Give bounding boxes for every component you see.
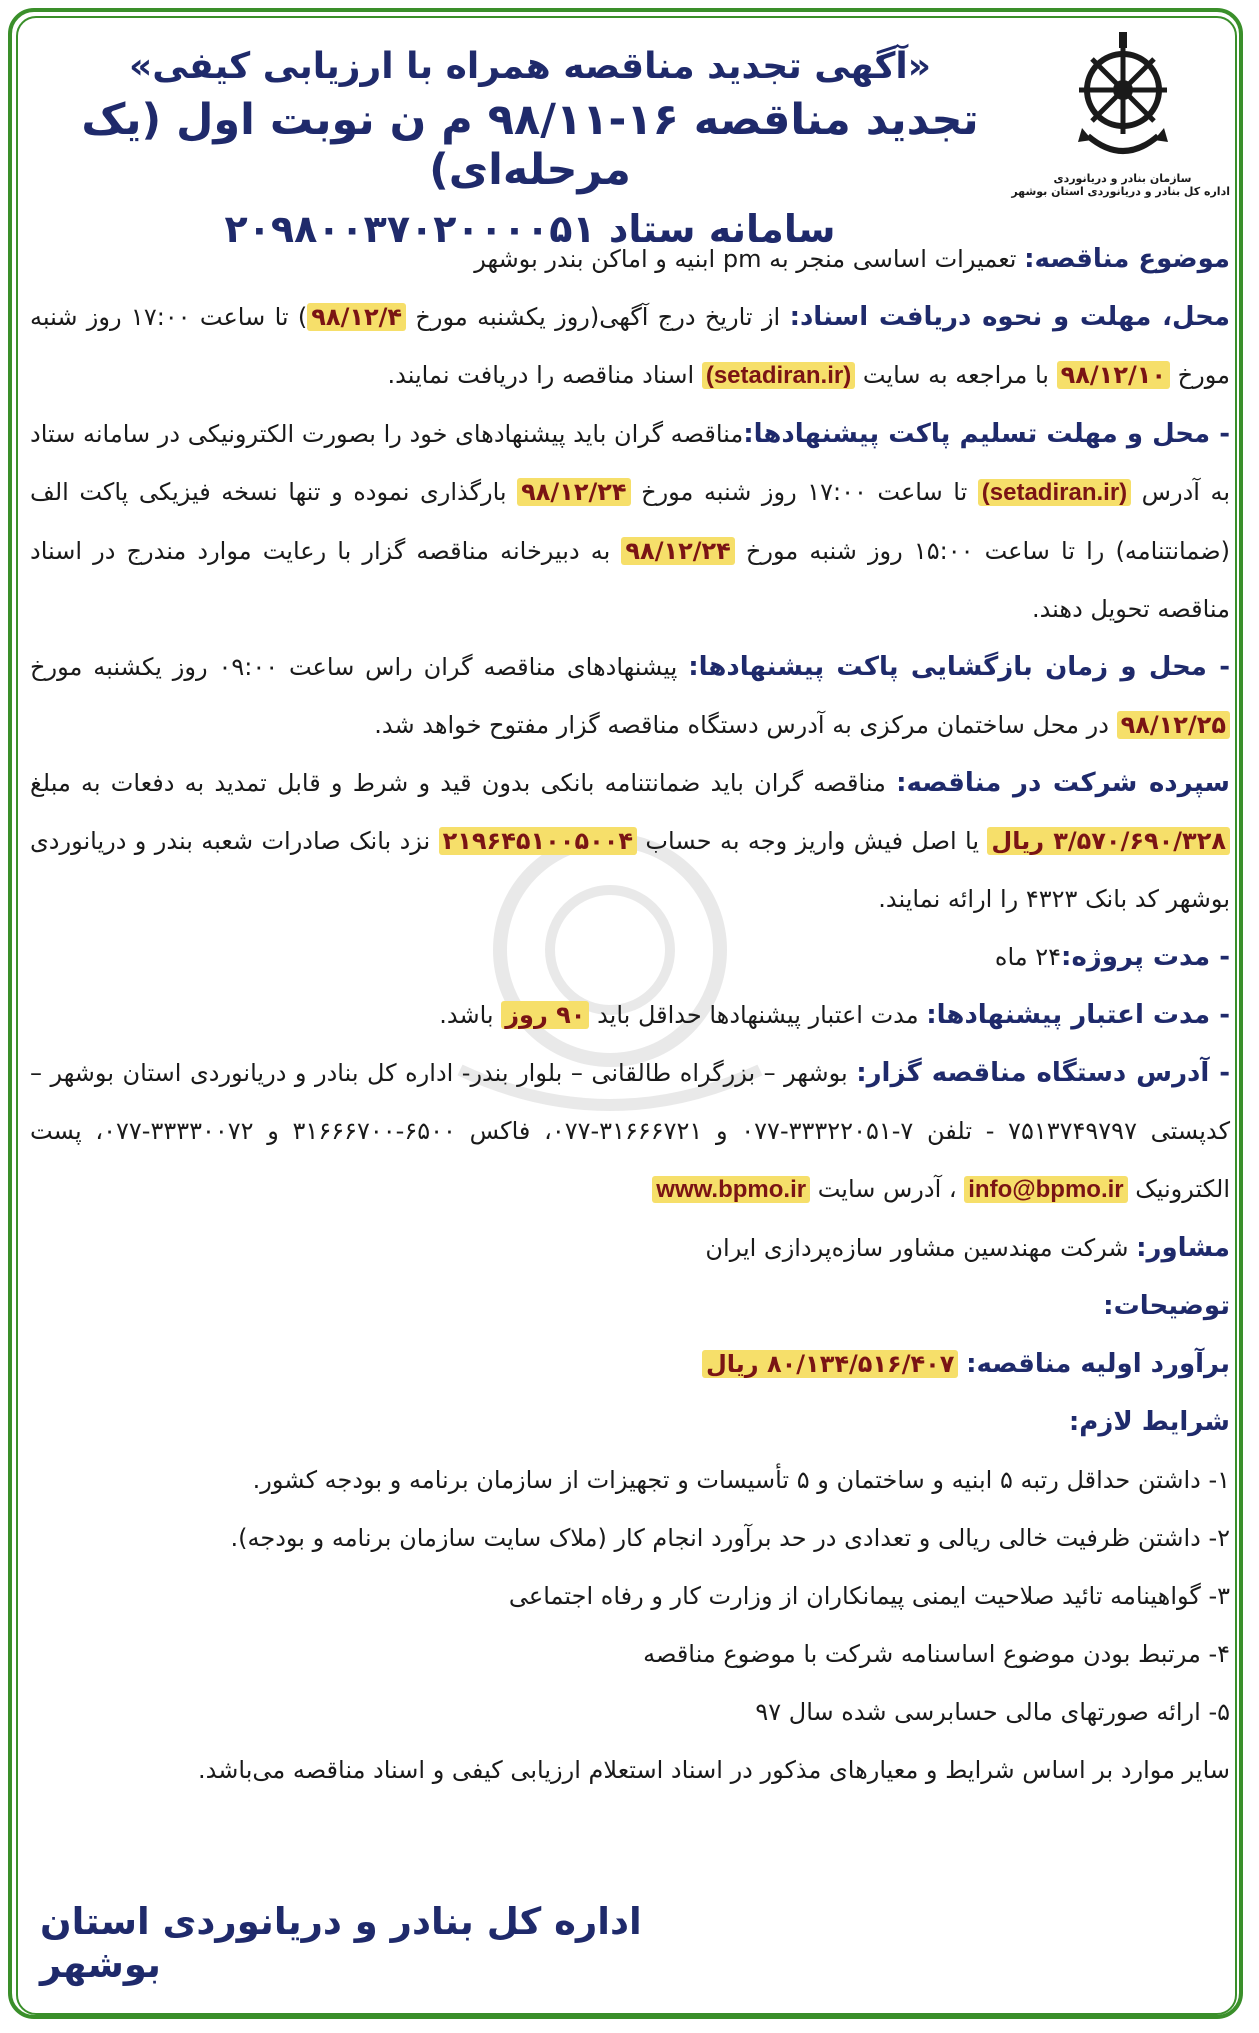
- notice-body: [30, 230, 1230, 1799]
- header: [30, 20, 1230, 251]
- consultant-text: شرکت مهندسین مشاور سازه‌پردازی ایران: [705, 1234, 1137, 1262]
- title-line3: سامانه ستاد ۲۰۹۸۰۰۳۷۰۲۰۰۰۰۵۱: [224, 207, 836, 251]
- delivery-text-2: تا ساعت ۱۷:۰۰ روز شنبه مورخ: [630, 478, 978, 506]
- anchor-wheel-emblem-icon: [1068, 28, 1178, 168]
- delivery-date-1: ۹۸/۱۲/۲۴: [517, 478, 630, 506]
- condition-item-1: ۱- داشتن حداقل رتبه ۵ ابنیه و ساختمان و ۵ تأسیسات و تجهیزات از سازمان برنامه و بودجه کشور.: [252, 1466, 1230, 1494]
- deposit-text-3: نزد بانک صادرات شعبه بندر و دریانوردی بوشهر کد بانک ۴۳۲۳ را ارائه نمایند.: [30, 827, 1230, 913]
- footer-signature: اداره کل بنادر و دریانوردی استان بوشهر: [40, 1900, 642, 1986]
- website-link[interactable]: www.bpmo.ir: [652, 1176, 810, 1203]
- deposit-section: [30, 754, 1230, 928]
- opening-text-2: در محل ساختمان مرکزی به آدرس دستگاه مناقصه گزار مفتوح خواهد شد.: [374, 711, 1117, 739]
- delivery-text-3: بارگذاری نموده و تنها نسخه فیزیکی پاکت الف (ضمانتنامه) را تا ساعت ۱۵:۰۰ روز شنبه مورخ: [30, 478, 1230, 565]
- title-block: [80, 34, 980, 251]
- notes-section: [30, 1277, 1230, 1335]
- address-section: [30, 1044, 1230, 1219]
- tender-notice: [30, 20, 1230, 2010]
- duration-text: ۲۴ ماه: [994, 943, 1062, 971]
- estimate-label: برآورد اولیه مناقصه:: [966, 1349, 1230, 1379]
- opening-section: [30, 638, 1230, 754]
- address-text-2: ، آدرس سایت: [810, 1175, 965, 1203]
- delivery-section: [30, 405, 1230, 638]
- subject-label: موضوع مناقصه:: [1024, 244, 1230, 274]
- notes-label: توضیحات:: [1103, 1291, 1230, 1321]
- conditions-label: شرایط لازم:: [1068, 1407, 1230, 1437]
- logo-org-line1: سازمان بنادر و دریانوردی: [1053, 172, 1192, 185]
- validity-days: ۹۰ روز: [501, 1001, 589, 1029]
- email-link[interactable]: info@bpmo.ir: [964, 1176, 1127, 1203]
- validity-text-1: مدت اعتبار پیشنهادها حداقل باید: [589, 1001, 927, 1029]
- condition-item-3: ۳- گواهینامه تائید صلاحیت ایمنی پیمانکاران از وزارت کار و رفاه اجتماعی: [508, 1582, 1230, 1610]
- condition-item-5: ۵- ارائه صورتهای مالی حسابرسی شده سال ۹۷: [755, 1698, 1230, 1726]
- opening-text-1: پیشنهادهای مناقصه گران راس ساعت ۰۹:۰۰ روز یکشنبه مورخ: [30, 653, 689, 681]
- logo-org-line2: اداره کل بنادر و دریانوردی استان بوشهر: [1011, 185, 1230, 198]
- consultant-label: مشاور:: [1136, 1233, 1230, 1263]
- deposit-amount: ۳/۵۷۰/۶۹۰/۳۲۸ ریال: [987, 827, 1230, 855]
- validity-label: - مدت اعتبار پیشنهادها:: [926, 1000, 1230, 1030]
- conditions-section: [30, 1393, 1230, 1451]
- title-line2: تجدید مناقصه ۱۶-۹۸/۱۱ م ن نوبت اول (یک مرحله‌ای): [81, 95, 979, 195]
- estimate-amount: ۸۰/۱۳۴/۵۱۶/۴۰۷ ریال: [702, 1350, 958, 1378]
- deposit-label: سپرده شرکت در مناقصه:: [896, 768, 1230, 798]
- conditions-closing: سایر موارد بر اساس شرایط و معیارهای مذکور در اسناد استعلام ارزیابی کیفی و اسناد مناقصه می‌باشد.: [198, 1756, 1230, 1784]
- duration-label: - مدت پروژه:: [1061, 942, 1230, 972]
- delivery-url-link[interactable]: (setadiran.ir): [978, 479, 1131, 506]
- delivery-text-4: به دبیرخانه مناقصه گزار با رعایت موارد مندرج در اسناد مناقصه تحویل دهند.: [30, 537, 1230, 623]
- consultant-section: [30, 1219, 1230, 1277]
- deposit-text-2: یا اصل فیش واریز وجه به حساب: [637, 827, 988, 855]
- estimate-section: [30, 1335, 1230, 1393]
- opening-date: ۹۸/۱۲/۲۵: [1117, 711, 1230, 739]
- condition-item-4: ۴- مرتبط بودن موضوع اساسنامه شرکت با موضوع مناقصه: [643, 1640, 1230, 1668]
- validity-text-2: باشد.: [439, 1001, 502, 1029]
- docs-text-3: با مراجعه به سایت: [855, 361, 1057, 389]
- docs-url-link[interactable]: (setadiran.ir): [702, 362, 855, 389]
- opening-label: - محل و زمان بازگشایی پاکت پیشنهادها:: [688, 652, 1230, 682]
- docs-section: [30, 288, 1230, 405]
- docs-date-end: ۹۸/۱۲/۱۰: [1057, 361, 1170, 389]
- subject-text: تعمیرات اساسی منجر به pm ابنیه و اماکن بندر بوشهر: [474, 245, 1025, 273]
- address-label: - آدرس دستگاه مناقصه گزار:: [856, 1058, 1231, 1088]
- docs-text-2: ) تا ساعت ۱۷:۰۰ روز شنبه مورخ: [30, 303, 1230, 389]
- delivery-label: - محل و مهلت تسلیم پاکت پیشنهادها:: [743, 419, 1230, 449]
- condition-item-2: ۲- داشتن ظرفیت خالی ریالی و تعدادی در حد برآورد انجام کار (ملاک سایت سازمان برنامه و بودجه).: [230, 1524, 1230, 1552]
- validity-section: [30, 986, 1230, 1044]
- logo: [1011, 28, 1230, 218]
- deposit-account: ۲۱۹۶۴۵۱۰۰۵۰۰۴: [439, 827, 637, 855]
- docs-text-4: اسناد مناقصه را دریافت نمایند.: [387, 361, 702, 389]
- address-text-1: بوشهر – بزرگراه طالقانی – بلوار بندر- اداره کل بنادر و دریانوردی استان بوشهر – کدپستی ۷۵۱۳۷۴۹۷۹۷ - تلفن ۷-۳۳۳۲۲۰۵۱-۰۷۷ و ۳۱۶۶۶۷۲۱-۰۷۷، فاکس ۶۵۰۰-۳۱۶۶۶۷۰۰ و ۳۳۳۳۰۰۷۲-۰۷۷، پست الکترونیک: [30, 1059, 1230, 1203]
- title-line1: «آگهی تجدید مناقصه همراه با ارزیابی کیفی»: [129, 46, 931, 87]
- docs-date-start: ۹۸/۱۲/۴: [307, 303, 406, 331]
- docs-label: محل، مهلت و نحوه دریافت اسناد:: [789, 302, 1230, 332]
- duration-section: [30, 928, 1230, 986]
- deposit-text-1: مناقصه گران باید ضمانتنامه بانکی بدون قید و شرط و قابل تمدید به دفعات به مبلغ: [30, 769, 897, 797]
- delivery-date-2: ۹۸/۱۲/۲۴: [621, 537, 734, 565]
- delivery-text-1: مناقصه گران باید پیشنهادهای خود را بصورت الکترونیکی در سامانه ستاد به آدرس: [30, 420, 1231, 506]
- docs-text-1: از تاریخ درج آگهی(روز یکشنبه مورخ: [406, 303, 790, 331]
